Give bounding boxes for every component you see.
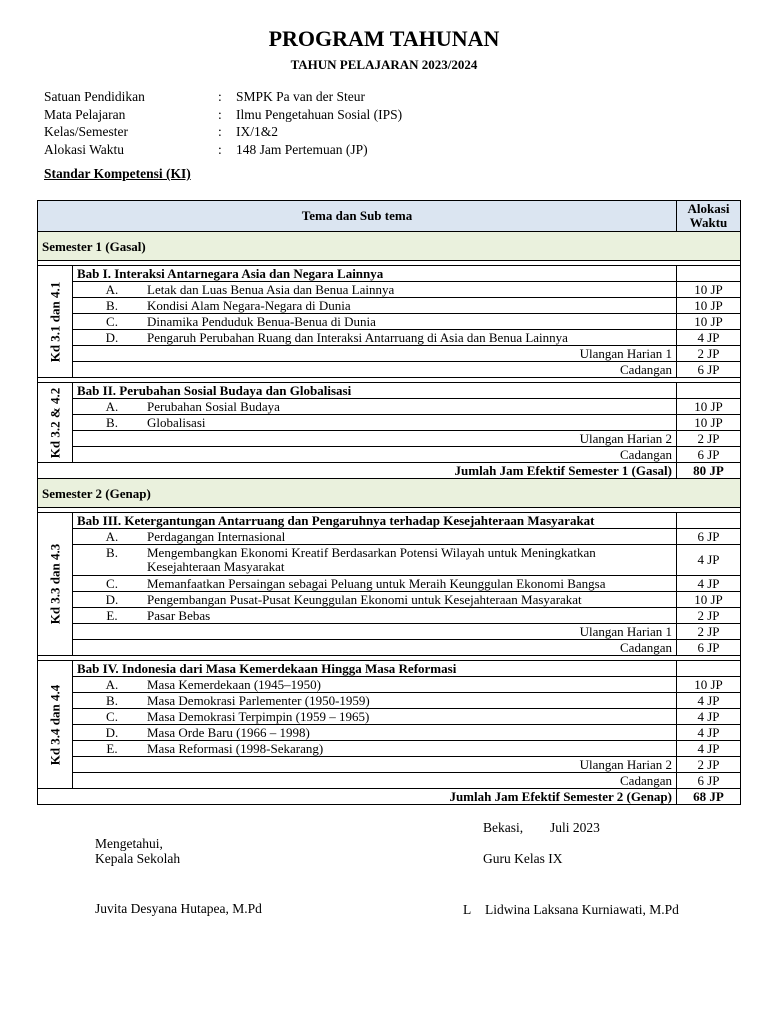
- table-row: [38, 282, 741, 298]
- table-row: [38, 383, 741, 399]
- item-text: Globalisasi: [147, 415, 206, 430]
- info-row-kelas: [44, 123, 402, 141]
- program-table: [37, 200, 741, 805]
- item-letter: E.: [106, 608, 118, 623]
- info-colon: :: [218, 89, 222, 104]
- test-label: Ulangan Harian 2: [73, 757, 677, 773]
- jp-value: 10 JP: [677, 399, 741, 415]
- table-row: [38, 266, 741, 282]
- jp-value: 10 JP: [677, 415, 741, 431]
- item-text: Masa Orde Baru (1966 – 1998): [147, 725, 310, 740]
- headmaster-name: Juvita Desyana Hutapea, M.Pd: [95, 901, 262, 916]
- item-text: Masa Demokrasi Parlementer (1950-1959): [147, 693, 370, 708]
- item-letter: D.: [105, 330, 119, 345]
- table-row: [38, 677, 741, 693]
- col-header-alloc: Alokasi Waktu: [677, 201, 741, 232]
- table-row: [38, 362, 741, 378]
- document-subtitle: TAHUN PELAJARAN 2023/2024: [290, 57, 478, 72]
- item-letter: C.: [106, 314, 118, 329]
- total-value: 68 JP: [677, 789, 741, 805]
- table-header-row: [38, 201, 741, 232]
- document-title: PROGRAM TAHUNAN: [268, 26, 500, 51]
- chapter-title: Bab II. Perubahan Sosial Budaya dan Globalisasi: [73, 383, 677, 399]
- item-text: Letak dan Luas Benua Asia dan Benua Lainnya: [147, 282, 395, 297]
- item-letter: E.: [106, 741, 118, 756]
- table-row: [38, 741, 741, 757]
- info-block: [44, 88, 402, 158]
- semester-label: Semester 1 (Gasal): [38, 232, 741, 261]
- jp-value: 4 JP: [677, 545, 741, 576]
- table-row: [38, 576, 741, 592]
- teacher-name: Lidwina Laksana Kurniawati, M.Pd: [485, 902, 679, 917]
- table-row: [38, 592, 741, 608]
- info-row-alokasi: [44, 141, 402, 159]
- jp-value: 2 JP: [677, 346, 741, 362]
- item-letter: B.: [106, 298, 118, 313]
- reserve-label: Cadangan: [73, 447, 677, 463]
- info-value: 148 Jam Pertemuan (JP): [236, 141, 368, 157]
- table-row: [38, 725, 741, 741]
- jp-value: 6 JP: [677, 529, 741, 545]
- signature-left-line1: Mengetahui,: [95, 836, 163, 851]
- jp-value: 2 JP: [677, 431, 741, 447]
- table-row: [38, 298, 741, 314]
- item-text: Masa Demokrasi Terpimpin (1959 – 1965): [147, 709, 370, 724]
- jp-value: 4 JP: [677, 725, 741, 741]
- signature-left-line2: Kepala Sekolah: [95, 851, 181, 866]
- item-text: Dinamika Penduduk Benua-Benua di Dunia: [147, 314, 376, 329]
- item-text: Mengembangkan Ekonomi Kreatif Berdasarkan Potensi Wilayah untuk Meningkatkan Kesejahteraan Masyarakat: [147, 545, 596, 574]
- table-row: [38, 693, 741, 709]
- table-row: [38, 529, 741, 545]
- item-text: Pengaruh Perubahan Ruang dan Interaksi Antarruang di Asia dan Benua Lainnya: [147, 330, 568, 345]
- jp-value: 2 JP: [677, 608, 741, 624]
- jp-value: 2 JP: [677, 757, 741, 773]
- jp-value: 4 JP: [677, 693, 741, 709]
- table-row: [38, 415, 741, 431]
- semester-label: Semester 2 (Genap): [38, 479, 741, 508]
- item-letter: C.: [106, 576, 118, 591]
- item-text: Masa Reformasi (1998-Sekarang): [147, 741, 324, 756]
- table-row: [38, 608, 741, 624]
- item-text: Pengembangan Pusat-Pusat Keunggulan Ekonomi untuk Kesejahteraan Masyarakat: [147, 592, 582, 607]
- jp-value: 6 JP: [677, 362, 741, 378]
- item-text: Perubahan Sosial Budaya: [147, 399, 280, 414]
- item-letter: C.: [106, 709, 118, 724]
- total-label: Jumlah Jam Efektif Semester 2 (Genap): [38, 789, 677, 805]
- table-row: [38, 661, 741, 677]
- jp-value: 6 JP: [677, 773, 741, 789]
- kd-label: Kd 3.1 dan 4.1: [47, 281, 63, 362]
- kd-cell: [38, 383, 73, 463]
- item-text: Pasar Bebas: [147, 608, 211, 623]
- total-value: 80 JP: [677, 463, 741, 479]
- jp-value: 4 JP: [677, 709, 741, 725]
- item-letter: D.: [105, 592, 119, 607]
- table-row: [38, 346, 741, 362]
- table-row: [38, 314, 741, 330]
- info-label: Mata Pelajaran: [44, 106, 126, 122]
- kd-cell: [38, 513, 73, 656]
- item-letter: B.: [106, 693, 118, 708]
- info-colon: :: [218, 106, 222, 122]
- ki-heading: Standar Kompetensi (KI): [44, 166, 191, 181]
- info-label: Kelas/Semester: [44, 124, 128, 139]
- total-row: [38, 789, 741, 805]
- test-label: Ulangan Harian 2: [73, 431, 677, 447]
- item-letter: A.: [105, 399, 119, 414]
- col-header-theme: Tema dan Sub tema: [38, 201, 677, 232]
- total-row: [38, 463, 741, 479]
- info-value: IX/1&2: [236, 124, 278, 139]
- chapter-title: Bab III. Ketergantungan Antarruang dan Pengaruhnya terhadap Kesejahteraan Masyarakat: [73, 513, 677, 529]
- info-colon: :: [218, 124, 222, 139]
- info-label: Alokasi Waktu: [44, 141, 125, 157]
- table-row: [38, 399, 741, 415]
- jp-value: 4 JP: [677, 576, 741, 592]
- info-value: Ilmu Pengetahuan Sosial (IPS): [236, 106, 403, 122]
- chapter-title: Bab I. Interaksi Antarnegara Asia dan Negara Lainnya: [73, 266, 677, 282]
- signature-right-role: Guru Kelas IX: [483, 851, 563, 866]
- teacher-prefix: L: [463, 902, 472, 917]
- item-text: Perdagangan Internasional: [147, 529, 286, 544]
- jp-value: 10 JP: [677, 298, 741, 314]
- item-letter: B.: [106, 415, 118, 430]
- semester-row: [38, 232, 741, 261]
- item-letter: A.: [105, 677, 119, 692]
- item-text: Masa Kemerdekaan (1945–1950): [147, 677, 321, 692]
- table-row: [38, 545, 741, 576]
- test-label: Ulangan Harian 1: [73, 624, 677, 640]
- jp-value: 10 JP: [677, 282, 741, 298]
- table-row: [38, 757, 741, 773]
- info-colon: :: [218, 141, 222, 157]
- jp-value: 4 JP: [677, 330, 741, 346]
- table-row: [38, 447, 741, 463]
- jp-value: 10 JP: [677, 677, 741, 693]
- reserve-label: Cadangan: [73, 773, 677, 789]
- signature-place: Bekasi,: [483, 820, 524, 835]
- kd-cell: [38, 266, 73, 378]
- jp-value: 2 JP: [677, 624, 741, 640]
- info-row-mapel: [44, 106, 402, 124]
- item-text: Memanfaatkan Persaingan sebagai Peluang untuk Meraih Keunggulan Ekonomi Bangsa: [147, 576, 606, 591]
- table-row: [38, 624, 741, 640]
- kd-cell: [38, 661, 73, 789]
- info-row-satuan: [44, 88, 402, 106]
- kd-label: Kd 3.2 & 4.2: [47, 387, 63, 458]
- test-label: Ulangan Harian 1: [73, 346, 677, 362]
- item-letter: D.: [105, 725, 119, 740]
- jp-value: 10 JP: [677, 314, 741, 330]
- jp-value: 6 JP: [677, 640, 741, 656]
- chapter-title: Bab IV. Indonesia dari Masa Kemerdekaan Hingga Masa Reformasi: [73, 661, 677, 677]
- jp-value: 10 JP: [677, 592, 741, 608]
- table-row: [38, 330, 741, 346]
- table-row: [38, 513, 741, 529]
- total-label: Jumlah Jam Efektif Semester 1 (Gasal): [38, 463, 677, 479]
- table-row: [38, 709, 741, 725]
- jp-value: 4 JP: [677, 741, 741, 757]
- item-letter: B.: [106, 545, 118, 560]
- info-value: SMPK Pa van der Steur: [236, 89, 365, 104]
- kd-label: Kd 3.3 dan 4.3: [47, 543, 63, 625]
- signature-date: Juli 2023: [550, 820, 600, 835]
- item-text: Kondisi Alam Negara-Negara di Dunia: [147, 298, 351, 313]
- kd-label: Kd 3.4 dan 4.4: [47, 684, 63, 765]
- semester-row: [38, 479, 741, 508]
- table-row: [38, 773, 741, 789]
- reserve-label: Cadangan: [73, 362, 677, 378]
- reserve-label: Cadangan: [73, 640, 677, 656]
- jp-value: 6 JP: [677, 447, 741, 463]
- item-letter: A.: [105, 282, 119, 297]
- table-row: [38, 431, 741, 447]
- info-label: Satuan Pendidikan: [44, 89, 145, 104]
- table-row: [38, 640, 741, 656]
- item-letter: A.: [105, 529, 119, 544]
